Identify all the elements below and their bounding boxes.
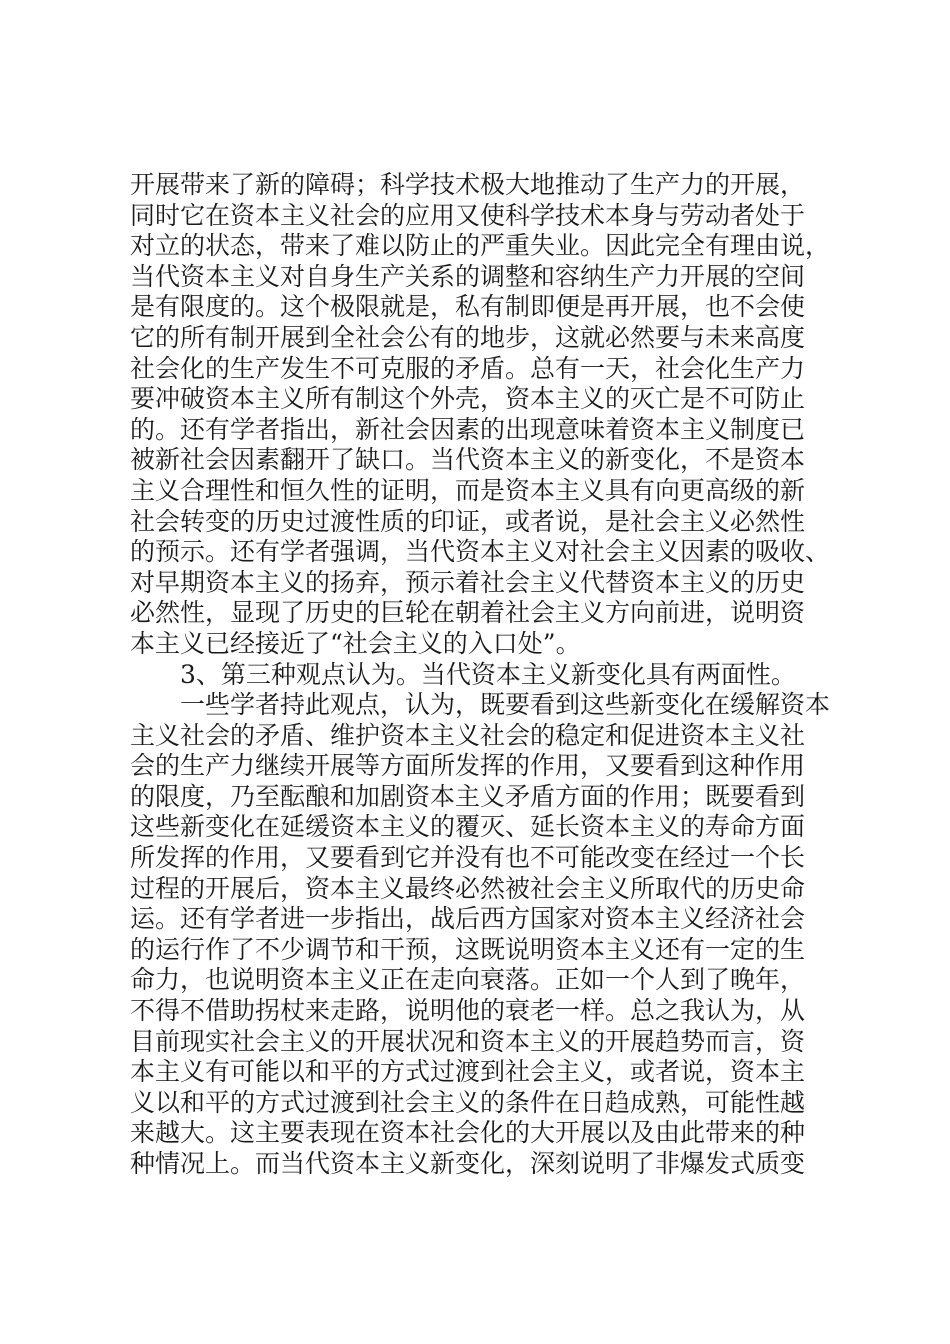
text-line: 社会转变的历史过渡性质的印证，或者说，是社会主义必然性 [130,506,806,536]
paragraph-first-line: 一些学者持此观点，认为，既要看到这些新变化在缓解资本 [180,690,831,720]
text-line: 的运行作了不少调节和干预，这既说明资本主义还有一定的生 [130,934,806,964]
text-line: 对早期资本主义的扬弃，预示着社会主义代替资本主义的历史 [130,567,806,597]
text-line: 对立的状态，带来了难以防止的严重失业。因此完全有理由说， [130,231,831,261]
text-line: 目前现实社会主义的开展状况和资本主义的开展趋势而言，资 [130,1026,806,1056]
text-line: 来越大。这主要表现在资本社会化的大开展以及由此带来的种 [130,1118,806,1148]
text-line: 运。还有学者进一步指出，战后西方国家对资本主义经济社会 [130,904,806,934]
text-line: 开展带来了新的障碍；科学技术极大地推动了生产力的开展， [130,170,806,199]
text-line: 的预示。还有学者强调，当代资本主义对社会主义因素的吸收、 [130,537,831,567]
text-line: 被新社会因素翻开了缺口。当代资本主义的新变化，不是资本 [130,445,806,475]
text-line: 不得不借助拐杖来走路，说明他的衰老一样。总之我认为，从 [130,996,806,1026]
text-line: 社会化的生产发生不可克服的矛盾。总有一天，社会化生产力 [130,353,806,383]
text-line: 同时它在资本主义社会的应用又使科学技术本身与劳动者处于 [130,200,806,230]
text-line: 种情况上。而当代资本主义新变化，深刻说明了非爆发式质变 [130,1149,806,1178]
text-line: 过程的开展后，资本主义最终必然被社会主义所取代的历史命 [130,873,806,903]
text-line: 命力，也说明资本主义正在走向衰落。正如一个人到了晚年， [130,965,806,995]
text-line: 本主义有可能以和平的方式过渡到社会主义，或者说，资本主 [130,1057,806,1087]
text-line: 主义合理性和恒久性的证明，而是资本主义具有向更高级的新 [130,475,806,505]
text-line: 会的生产力继续开展等方面所发挥的作用，又要看到这种作用 [130,751,806,781]
section-heading: 3、第三种观点认为。当代资本主义新变化具有两面性。 [180,659,796,689]
text-line: 必然性，显现了历史的巨轮在朝着社会主义方向前进，说明资 [130,598,806,628]
text-line: 要冲破资本主义所有制这个外壳，资本主义的灭亡是不可防止 [130,384,806,414]
text-line: 当代资本主义对自身生产关系的调整和容纳生产力开展的空间 [130,261,806,291]
text-line: 主义社会的矛盾、维护资本主义社会的稳定和促进资本主义社 [130,720,806,750]
text-line: 是有限度的。这个极限就是，私有制即便是再开展，也不会使 [130,292,806,322]
text-line: 义以和平的方式过渡到社会主义的条件在日趋成熟，可能性越 [130,1087,806,1117]
text-line: 这些新变化在延缓资本主义的覆灭、延长资本主义的寿命方面 [130,812,806,842]
body-text [130,170,830,1180]
text-line: 所发挥的作用，又要看到它并没有也不可能改变在经过一个长 [130,843,806,873]
text-line: 的。还有学者指出，新社会因素的出现意味着资本主义制度已 [130,414,806,444]
text-line: 的限度，乃至酝酿和加剧资本主义矛盾方面的作用；既要看到 [130,781,806,811]
text-line: 本主义已经接近了“社会主义的入口处”。 [130,628,581,658]
text-line: 它的所有制开展到全社会公有的地步，这就必然要与未来高度 [130,322,806,352]
